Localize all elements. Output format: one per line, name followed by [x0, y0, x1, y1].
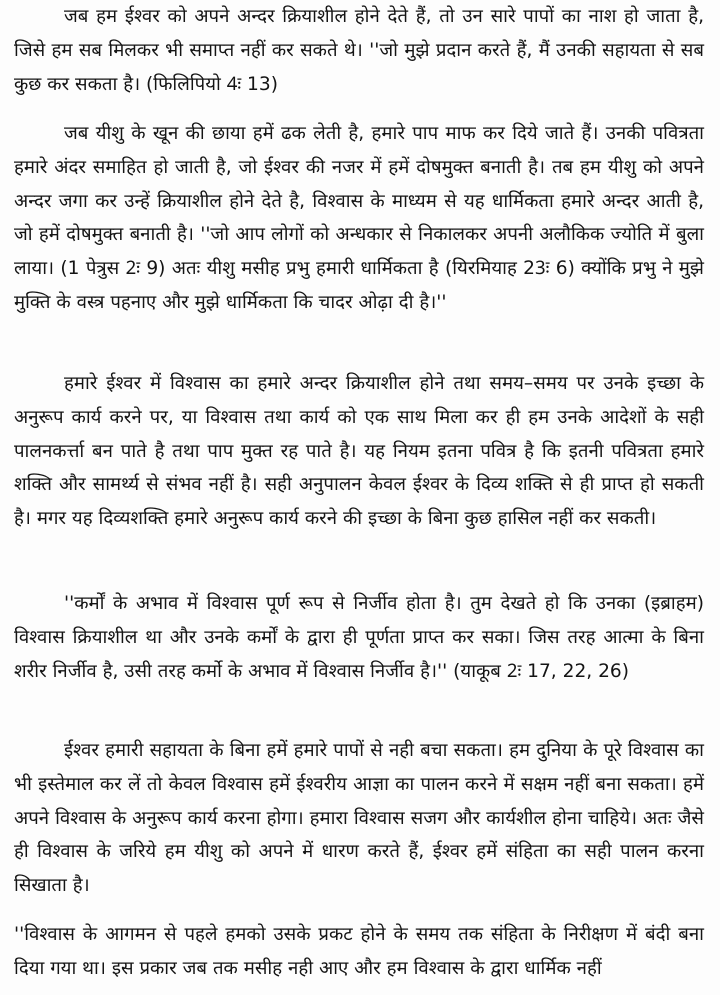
paragraph-2: जब यीशु के खून की छाया हमें ढक लेती है, हमारे पाप माफ कर दिये जाते हैं। उनकी पवित्रता हमारे अंदर समाहित हो जाती है, जो ईश्वर की नजर में हमें दोषमुक्त बनाती है। तब हम यीशु को अपने अन्दर जगा कर उन्हें क्रियाशील होने देते है, विश्वास के माध्यम से यह धार्मिकता हमारे अन्दर आती है, जो हमें दोषमुक्त बनाती है। ''जो आप लोगों को अन्धकार से निकालकर अपनी अलौकिक ज्योति में बुला लाया। (1 पेत्रुस 2ः 9) अतः यीशु मसीह प्रभु हमारी धार्मिकता है (यिरमियाह 23ः 6) क्योंकि प्रभु ने मुझे मुक्ति के वस्त्र पहनाए और मुझे धार्मिकता कि चादर ओढ़ा दी है।'': [14, 123, 704, 313]
paragraph-4: ''कर्मों के अभाव में विश्वास पूर्ण रूप से निर्जीव होता है। तुम देखते हो कि उनका (इब्राहम) विश्वास क्रियाशील था और उनके कर्मों के द्वारा ही पूर्णता प्राप्त कर सका। जिस तरह आत्मा के बिना शरीर निर्जीव है, उसी तरह कर्मो के अभाव में विश्वास निर्जीव है।'' (याकूब 2ः 17, 22, 26): [14, 593, 704, 682]
paragraph-6: ''विश्वास के आगमन से पहले हमको उसके प्रकट होने के समय तक संहिता के निरीक्षण में बंदी बना दिया गया था। इस प्रकार जब तक मसीह नही आए और हम विश्वास के द्वारा धार्मिक नहीं: [14, 924, 704, 979]
paragraph-5: ईश्वर हमारी सहायता के बिना हमें हमारे पापों से नही बचा सकता। हम दुनिया के पूरे विश्वास का भी इस्तेमाल कर लें तो केवल विश्वास हमें ईश्वरीय आज्ञा का पालन करने में सक्षम नहीं बना सकता। हमें अपने विश्वास के अनुरूप कार्य करना होगा। हमारा विश्वास सजग और कार्यशील होना चाहिये। अतः जैसे ही विश्वास के जरिये हम यीशु को अपने में धारण करते हैं, ईश्वर हमें संहिता का सही पालन करना सिखाता है।: [14, 740, 704, 897]
paragraph-3: हमारे ईश्वर में विश्वास का हमारे अन्दर क्रियाशील होने तथा समय–समय पर उनके इच्छा के अनुरूप कार्य करने पर, या विश्वास तथा कार्य को एक साथ मिला कर ही हम उनके आदेशों के सही पालनकर्त्ता बन पाते है तथा पाप मुक्त रह पाते है। यह नियम इतना पवित्र है कि इतनी पवित्रता हमारे शक्ति और सामर्थ्य से संभव नहीं है। सही अनुपालन केवल ईश्वर के दिव्य शक्ति से ही प्राप्त हो सकती है। मगर यह दिव्यशक्ति हमारे अनुरूप कार्य करने की इच्छा के बिना कुछ हासिल नहीं कर सकती।: [14, 373, 704, 530]
paragraph-1: जब हम ईश्वर को अपने अन्दर क्रियाशील होने देते हैं, तो उन सारे पापों का नाश हो जाता है, जिसे हम सब मिलकर भी समाप्त नहीं कर सकते थे। ''जो मुझे प्रदान करते हैं, मैं उनकी सहायता से सब कुछ कर सकता है। (फिलिपियो 4ः 13): [14, 6, 704, 95]
